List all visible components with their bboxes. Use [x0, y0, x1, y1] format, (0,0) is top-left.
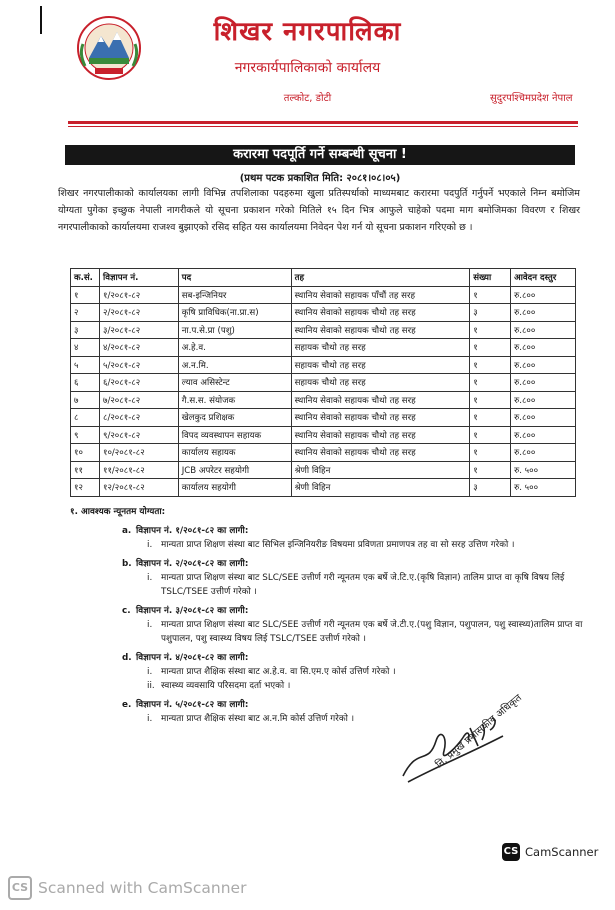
table-row — [71, 444, 576, 462]
table-cell: रु.८०० — [511, 409, 576, 427]
table-cell: १ — [470, 286, 511, 304]
table-cell: गै.स.स. संयोजक — [178, 391, 291, 409]
table-cell: १ — [470, 391, 511, 409]
table-cell: कार्यालय सहयोगी — [178, 479, 291, 497]
camscanner-icon: CS — [8, 876, 32, 900]
section-title-text: विज्ञापन नं. १/२०८१-८२ का लागी: — [136, 526, 249, 536]
column-header: तह — [291, 269, 470, 287]
qualification-section-title — [122, 524, 590, 538]
table-cell: ९/२०८१-८२ — [99, 426, 178, 444]
table-cell: ६ — [71, 374, 100, 392]
section-title-text: विज्ञापन नं. २/२०८१-८२ का लागी: — [136, 559, 249, 569]
column-header: पद — [178, 269, 291, 287]
table-cell: ३ — [71, 321, 100, 339]
table-cell: १२ — [71, 479, 100, 497]
table-cell: कृषि प्राविधिक(ना.प्रा.स) — [178, 304, 291, 322]
table-cell: सहायक चौथो तह सरह — [291, 374, 470, 392]
table-cell: खेलकुद प्रशिक्षक — [178, 409, 291, 427]
notice-body: शिखर नगरपालीकाको कार्यालयका लागी विभिन्न तपशिलाका पदहरुमा खुला प्रतिस्पर्धाको माध्यमबाट करारमा पदपुर्ति गर्नुपर्ने भएकाले निम्न बमोजिम योग्यता पुगेका इच्छुक नेपाली नागरीकले यो सूचना प्रकाशन गरेको मितिले १५ दिन भित्र आफुले चाहेको पदमा माग बमोजिमका विवरण र शिखर नगरपालीकाको कार्यालयमा राजश्व बुझाएको रसिद सहित यस कार्यालयमा निवेदन पेश गर्न यो सूचना प्रकाशन गरिएको छ । — [58, 188, 580, 233]
qualification-item — [147, 571, 590, 599]
item-text: मान्यता प्राप्त शैक्षिक संस्था बाट अ.न.मि कोर्स उत्तिर्ण गरेको । — [161, 714, 355, 724]
table-cell: १०/२०८१-८२ — [99, 444, 178, 462]
table-cell: सहायक चौथो तह सरह — [291, 356, 470, 374]
table-cell: ३ — [470, 479, 511, 497]
table-cell: अ.न.मि. — [178, 356, 291, 374]
table-cell: अ.हे.व. — [178, 339, 291, 357]
table-cell: १२/२०८१-८२ — [99, 479, 178, 497]
table-row — [71, 426, 576, 444]
qualification-section-title — [122, 651, 590, 665]
scanner-watermark — [8, 876, 246, 900]
table-cell: ३/२०८१-८२ — [99, 321, 178, 339]
qualification-item — [147, 679, 590, 693]
table-cell: रु. ५०० — [511, 461, 576, 479]
item-numeral: i. — [147, 667, 153, 677]
table-cell: सब-इन्जिनियर — [178, 286, 291, 304]
publish-date: (प्रथम पटक प्रकाशित मिति: २०८१।०८।०५) — [239, 173, 401, 184]
table-cell: १ — [71, 286, 100, 304]
table-row — [71, 321, 576, 339]
notice-title: करारमा पदपूर्ति गर्ने सम्बन्धी सूचना ! — [65, 145, 575, 165]
item-text: मान्यता प्राप्त शैक्षिक संस्था बाट अ.हे.व. वा सि.एम.ए कोर्स उत्तिर्ण गरेको । — [161, 667, 396, 677]
camscanner-badge — [502, 843, 598, 861]
table-cell: ना.प.से.प्रा (पशु) — [178, 321, 291, 339]
column-header: आवेदन दस्तुर — [511, 269, 576, 287]
table-cell: रु.८०० — [511, 321, 576, 339]
section-letter: b. — [122, 559, 132, 569]
table-cell: रु.८०० — [511, 356, 576, 374]
section-letter: c. — [122, 606, 131, 616]
section-title-text: विज्ञापन नं. ५/२०८१-८२ का लागी: — [136, 700, 249, 710]
table-cell: ल्याव असिस्टेन्ट — [178, 374, 291, 392]
table-row — [71, 286, 576, 304]
header-rule — [68, 121, 578, 124]
table-row — [71, 356, 576, 374]
table-cell: स्थानिय सेवाको सहायक चौथो तह सरह — [291, 304, 470, 322]
header-rule-thin — [68, 126, 578, 127]
table-row — [71, 409, 576, 427]
table-cell: ३ — [470, 304, 511, 322]
table-cell: रु.८०० — [511, 444, 576, 462]
signatory-title: नि. प्रमुख प्रशासकीय अधिकृत — [433, 692, 525, 771]
table-cell: श्रेणी विहिन — [291, 479, 470, 497]
item-numeral: i. — [147, 573, 153, 583]
table-cell: JCB अपरेटर सहयोगी — [178, 461, 291, 479]
table-cell: रु.८०० — [511, 391, 576, 409]
table-cell: १/२०८१-८२ — [99, 286, 178, 304]
table-cell: १० — [71, 444, 100, 462]
table-row — [71, 304, 576, 322]
qualification-item — [147, 538, 590, 552]
table-row — [71, 339, 576, 357]
table-cell: १ — [470, 374, 511, 392]
table-cell: ११ — [71, 461, 100, 479]
item-numeral: i. — [147, 540, 153, 550]
table-cell: ८/२०८१-८२ — [99, 409, 178, 427]
scanner-footer-text: Scanned with CamScanner — [38, 879, 247, 897]
table-cell: १ — [470, 321, 511, 339]
table-cell: श्रेणी विहिन — [291, 461, 470, 479]
table-cell: रु.८०० — [511, 339, 576, 357]
section-title-text: विज्ञापन नं. ३/२०८१-८२ का लागी: — [136, 606, 249, 616]
qualification-section — [122, 651, 590, 693]
qualifications-heading: १. आवश्यक न्यूनतम योग्यता: — [70, 507, 166, 517]
table-row — [71, 374, 576, 392]
section-title-text: विज्ञापन नं. ४/२०८१-८२ का लागी: — [136, 653, 249, 663]
section-letter: e. — [122, 700, 132, 710]
qualification-item — [147, 665, 590, 679]
table-cell: ७ — [71, 391, 100, 409]
table-cell: स्थानिय सेवाको सहायक चौथो तह सरह — [291, 409, 470, 427]
table-cell: ८ — [71, 409, 100, 427]
table-cell: रु.८०० — [511, 304, 576, 322]
table-cell: २/२०८१-८२ — [99, 304, 178, 322]
qualification-section — [122, 524, 590, 552]
table-cell: २ — [71, 304, 100, 322]
table-cell: १ — [470, 461, 511, 479]
province-name: सुदुरपश्चिमप्रदेश नेपाल — [490, 93, 573, 104]
table-cell: रु.८०० — [511, 374, 576, 392]
table-cell: स्थानिय सेवाको सहायक चौथो तह सरह — [291, 321, 470, 339]
qualification-item — [147, 712, 590, 726]
table-cell: १ — [470, 426, 511, 444]
vacancy-table — [70, 268, 576, 497]
camscanner-label: CamScanner — [525, 845, 599, 859]
table-cell: स्थानिय सेवाको सहायक पाँचौं तह सरह — [291, 286, 470, 304]
qualification-item — [147, 618, 590, 646]
table-header-row — [71, 269, 576, 287]
table-cell: १ — [470, 409, 511, 427]
section-letter: a. — [122, 526, 132, 536]
table-cell: स्थानिय सेवाको सहायक चौथो तह सरह — [291, 444, 470, 462]
table-cell: रु.८०० — [511, 286, 576, 304]
table-cell: १ — [470, 444, 511, 462]
office-address: तल्कोट, डोटी — [283, 93, 332, 104]
item-numeral: ii. — [147, 681, 155, 691]
table-cell: ४ — [71, 339, 100, 357]
item-text: मान्यता प्राप्त शिक्षण संस्था बाट SLC/SEE उत्तीर्ण गरी न्यूनतम एक बर्षे जे.टी.ए.(पशु विज्ञान, पशुपालन, पशु स्वास्थ्य)तालिम प्राप्त वा पशुपालन, पशु स्वास्थ्य विषय लिई TSLC/TSEE उत्तीर्ण गरेको । — [161, 620, 583, 644]
item-numeral: i. — [147, 714, 153, 724]
item-text: मान्यता प्राप्त शिक्षण संस्था बाट सिभिल इन्जिनियरीङ विषयमा प्रविणता प्रमाणपत्र तह वा सो सरह उत्तिण गरेको । — [161, 540, 515, 550]
table-cell: ९ — [71, 426, 100, 444]
section-letter: d. — [122, 653, 132, 663]
table-cell: रु. ५०० — [511, 479, 576, 497]
column-header: क.सं. — [71, 269, 100, 287]
table-cell: ५ — [71, 356, 100, 374]
table-cell: ११/२०८१-८२ — [99, 461, 178, 479]
qualification-section-title — [122, 557, 590, 571]
table-row — [71, 391, 576, 409]
table-cell: स्थानिय सेवाको सहायक चौथो तह सरह — [291, 391, 470, 409]
table-cell: ४/२०८१-८२ — [99, 339, 178, 357]
item-numeral: i. — [147, 620, 153, 630]
municipality-title: शिखर नगरपालिका — [213, 17, 402, 47]
qualification-section-title — [122, 604, 590, 618]
table-cell: सहायक चौथो तह सरह — [291, 339, 470, 357]
column-header: विज्ञापन नं. — [99, 269, 178, 287]
item-text: मान्यता प्राप्त शिक्षण संस्था बाट SLC/SEE उत्तीर्ण गरी न्यूनतम एक बर्षे जे.टि.ए.(कृषि विज्ञान) तालिम प्राप्त वा कृषि विषय लिई TSLC/TSEE उत्तीर्ण गरेको । — [161, 573, 565, 597]
camscanner-icon: CS — [502, 843, 520, 861]
table-cell: १ — [470, 339, 511, 357]
table-row — [71, 461, 576, 479]
table-cell: स्थानिय सेवाको सहायक चौथो तह सरह — [291, 426, 470, 444]
qualification-section — [122, 557, 590, 599]
item-text: स्वास्थ्य व्यवसायि परिसदमा दर्ता भएको । — [161, 681, 291, 691]
table-cell: ६/२०८१-८२ — [99, 374, 178, 392]
office-name: नगरकार्यपालिकाको कार्यालय — [234, 60, 381, 76]
table-cell: ७/२०८१-८२ — [99, 391, 178, 409]
qualification-section — [122, 604, 590, 646]
table-cell: रु.८०० — [511, 426, 576, 444]
table-row — [71, 479, 576, 497]
column-header: संख्या — [470, 269, 511, 287]
table-cell: विपद व्यवस्थापन सहायक — [178, 426, 291, 444]
table-cell: १ — [470, 356, 511, 374]
table-cell: ५/२०८१-८२ — [99, 356, 178, 374]
table-cell: कार्यालय सहायक — [178, 444, 291, 462]
